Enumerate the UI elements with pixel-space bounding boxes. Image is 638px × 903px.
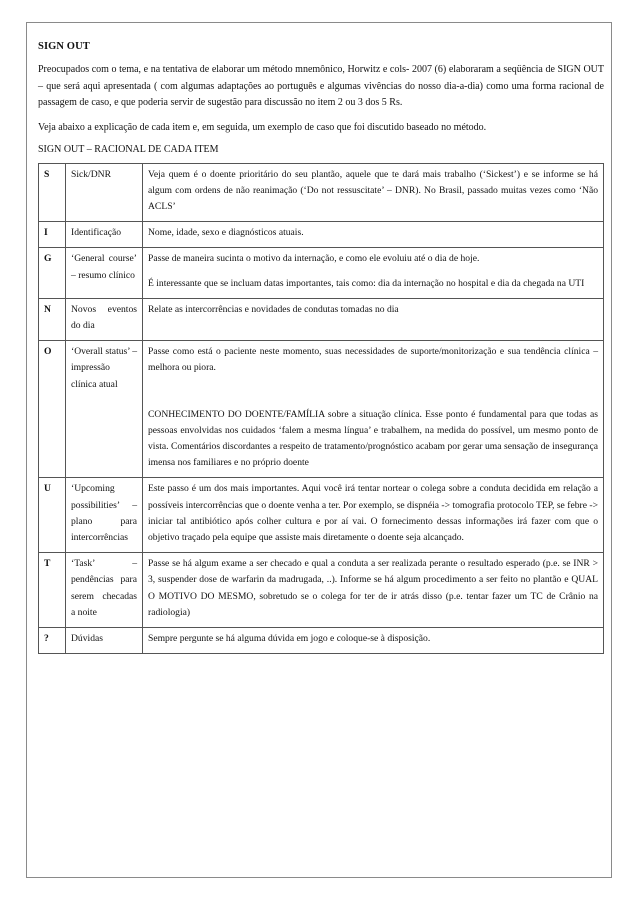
- description-paragraph: Passe como está o paciente neste momento, suas necessidades de suporte/monitorização e sua tendência clínica – melhora ou piora.: [148, 346, 598, 374]
- description-paragraph: Relate as intercorrências e novidades de condutas tomadas no dia: [148, 303, 399, 315]
- row-description: [143, 248, 604, 298]
- description-paragraph: Sempre pergunte se há alguma dúvida em jogo e coloque-se à disposição.: [148, 632, 431, 644]
- table-row: [39, 298, 604, 340]
- description-paragraph: Passe se há algum exame a ser checado e qual a conduta a ser realizada perante o resultado esperado (p.e. se INR > 3, suspender dose de warfarin da madrugada, ..). Informe se há algum procedimento a ser feito no plantão e QUAL O MOTIVO DO MESMO, sobretudo se o colega for ter de ir atrás disso (p.e. tentar fazer um TC de Crânio na radiologia): [148, 558, 598, 618]
- sign-out-table: [38, 163, 604, 655]
- description-paragraph: CONHECIMENTO DO DOENTE/FAMÍLIA sobre a situação clínica. Esse ponto é fundamental para que todas as pessoas envolvidas nos cuidados ‘falem a mesma língua’ e trabalhem, na medida do possível, um mesmo ponto de vista. Comentários discordantes a respeito de tratamento/prognóstico acabam por gerar uma sensação de insegurança imensa nos familiares e no próprio doente: [148, 408, 598, 469]
- table-row: [39, 222, 604, 248]
- document-page: [26, 22, 612, 878]
- description-paragraph: Nome, idade, sexo e diagnósticos atuais.: [148, 227, 304, 239]
- table-subtitle: SIGN OUT – RACIONAL DE CADA ITEM: [38, 144, 219, 155]
- row-letter: T: [39, 553, 66, 628]
- row-description: [143, 298, 604, 340]
- row-description: [143, 627, 604, 653]
- description-paragraph: Veja quem é o doente prioritário do seu plantão, aquele que te dará mais trabalho (‘Sickest’) e se informe se há algum com ordens de não reanimação (‘Do not ressuscitate’ – DNR). No Brasil, passado muitas vezes como ‘Não ACLS’: [148, 168, 598, 212]
- row-letter: I: [39, 222, 66, 248]
- table-row: [39, 553, 604, 628]
- description-paragraph: É interessante que se incluam datas importantes, tais como: dia da internação no hospital e dia da chegada na UTI: [148, 277, 585, 289]
- table-row: [39, 163, 604, 222]
- table-row: [39, 248, 604, 298]
- description-paragraph: Passe de maneira sucinta o motivo da internação, e como ele evoluiu até o dia de hoje.: [148, 253, 480, 265]
- explanation-note: Veja abaixo a explicação de cada item e, em seguida, um exemplo de caso que foi discutido baseado no método.: [38, 121, 487, 133]
- row-term: ‘Overall status’ – impressão clínica atual: [66, 341, 143, 478]
- row-description: [143, 163, 604, 222]
- table-row: [39, 478, 604, 553]
- row-term: ‘Upcoming possibilities’ – plano para intercorrências: [66, 478, 143, 553]
- row-letter: O: [39, 341, 66, 478]
- row-letter: S: [39, 163, 66, 222]
- row-description: [143, 222, 604, 248]
- row-term: Identificação: [66, 222, 143, 248]
- row-letter: G: [39, 248, 66, 298]
- row-term: ‘General course’ – resumo clínico: [66, 248, 143, 298]
- row-description: [143, 478, 604, 553]
- row-term: Sick/DNR: [66, 163, 143, 222]
- intro-paragraph: Preocupados com o tema, e na tentativa de elaborar um método mnemônico, Horwitz e cols- 2007 (6) elaboraram a seqüência de SIGN OUT – que será aqui apresentada ( com algumas adaptações ao português e algumas vivências do nosso dia-a-dia) como uma forma racional de passagem de caso, e que poderia servir de sugestão para discussão no item 2 ou 3 dos 5 Rs.: [38, 64, 604, 108]
- row-term: Novos eventos do dia: [66, 298, 143, 340]
- row-term: Dúvidas: [66, 627, 143, 653]
- row-letter: N: [39, 298, 66, 340]
- row-term: ‘Task’ – pendências para serem checadas a noite: [66, 553, 143, 628]
- row-letter: ?: [39, 627, 66, 653]
- table-row: [39, 341, 604, 478]
- document-content: [38, 41, 604, 654]
- document-title: SIGN OUT: [38, 41, 90, 52]
- row-description: [143, 553, 604, 628]
- row-description: [143, 341, 604, 478]
- table-row: [39, 627, 604, 653]
- row-letter: U: [39, 478, 66, 553]
- description-paragraph: Este passo é um dos mais importantes. Aqui você irá tentar nortear o colega sobre a conduta decidida em relação a possíveis intercorrências que o doente venha a ter. Por exemplo, se dispnéia -> tomografia protocolo TEP, se febre -> iniciar tal antibiótico após colher cultura e por aí vai. O fornecimento dessas informações irá fazer com que o objetivo traçado pela equipe que assiste mais diretamente o doente seja alcançado.: [148, 483, 598, 543]
